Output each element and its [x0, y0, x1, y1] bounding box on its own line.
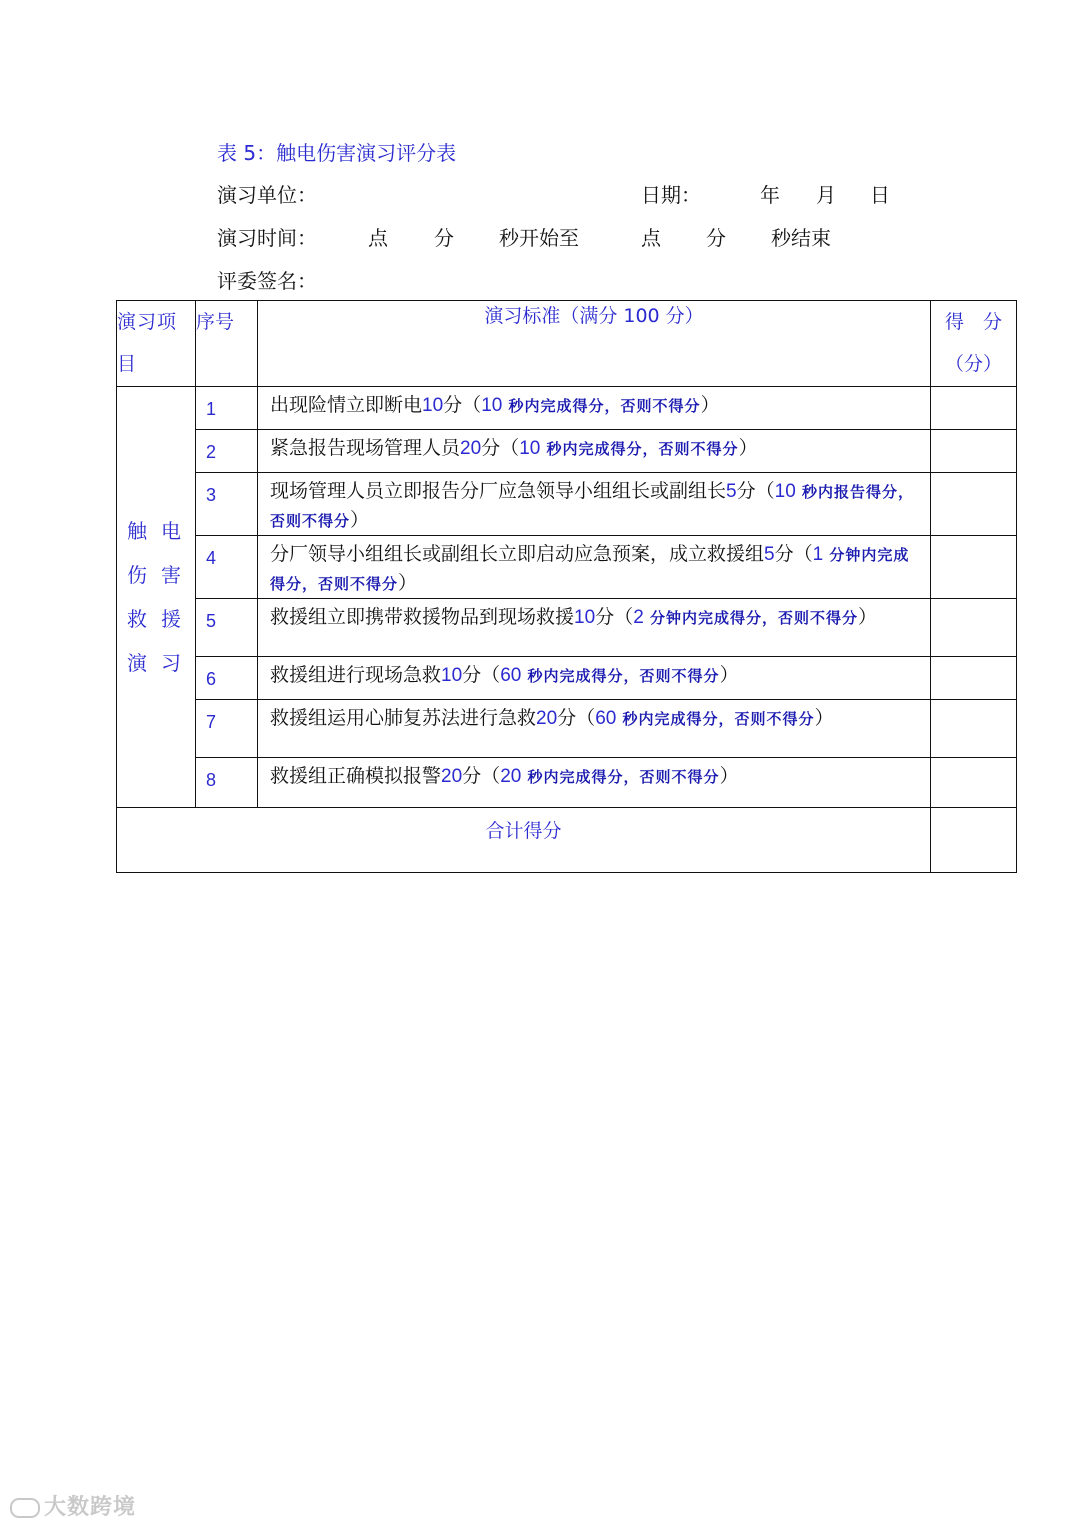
row-text: 救援组进行现场急救 — [270, 664, 442, 686]
time-hour-end: 点 — [641, 226, 661, 250]
note-number: 10 — [774, 481, 796, 502]
time-second-end: 秒结束 — [771, 226, 831, 250]
header-standard: 演习标准（满分 100 分） — [258, 301, 931, 387]
time-second-start: 秒开始至 — [499, 226, 579, 250]
row-text: 救援组立即携带救援物品到现场救援 — [270, 606, 575, 628]
row-note: 秒内完成得分，否则不得分 — [521, 667, 720, 685]
note-number: 60 — [595, 708, 617, 729]
row-standard — [258, 536, 931, 599]
date-label: 日期： — [641, 183, 701, 207]
score-cell[interactable] — [931, 473, 1017, 536]
row-note: 秒内完成得分，否则不得分 — [521, 768, 720, 786]
note-number: 10 — [481, 395, 503, 416]
row-text: 救援组运用心肺复苏法进行急救 — [270, 707, 537, 729]
unit-label: 演习单位： — [217, 183, 317, 207]
row-text: 紧急报告现场管理人员 — [270, 437, 461, 459]
row-standard — [258, 473, 931, 536]
row-standard — [258, 430, 931, 473]
note-number: 2 — [633, 607, 644, 628]
scoring-table — [116, 300, 1017, 873]
row-standard — [258, 657, 931, 700]
score-cell[interactable] — [931, 758, 1017, 808]
row-unit: 分 — [443, 394, 463, 416]
table-row — [117, 430, 1017, 473]
note-open: （ — [481, 765, 501, 787]
row-unit: 分 — [462, 765, 482, 787]
watermark — [10, 1490, 136, 1521]
row-points: 5 — [726, 481, 737, 502]
note-open: （ — [500, 437, 520, 459]
time-minute-end: 分 — [706, 226, 726, 250]
note-open: （ — [793, 543, 813, 565]
row-seq: 7 — [196, 700, 258, 758]
row-unit: 分 — [595, 606, 615, 628]
table-header-row — [117, 301, 1017, 387]
note-open: （ — [481, 664, 501, 686]
note-close: ） — [814, 707, 834, 729]
row-note: 秒内完成得分，否则不得分 — [616, 710, 815, 728]
header-item: 演习项目 — [117, 301, 196, 387]
row-unit: 分 — [736, 480, 756, 502]
note-close: ） — [719, 765, 739, 787]
note-number: 60 — [500, 665, 522, 686]
note-number: 1 — [812, 544, 824, 565]
row-seq: 8 — [196, 758, 258, 808]
total-row — [117, 808, 1017, 873]
note-open: （ — [576, 707, 596, 729]
row-points: 10 — [574, 607, 596, 628]
score-cell[interactable] — [931, 536, 1017, 599]
note-close: ） — [700, 394, 720, 416]
row-note: 分钟内完成得分，否则不得分 — [270, 546, 910, 593]
table-row — [117, 758, 1017, 808]
row-text: 出现险情立即断电 — [270, 394, 423, 416]
note-close: ） — [858, 606, 878, 628]
row-standard — [258, 599, 931, 657]
row-standard — [258, 700, 931, 758]
note-close: ） — [738, 437, 758, 459]
note-close: ） — [398, 572, 418, 594]
row-note: 秒内报告得分，否则不得分 — [270, 483, 914, 530]
table-row — [117, 657, 1017, 700]
row-text: 救援组正确模拟报警 — [270, 765, 442, 787]
row-unit: 分 — [557, 707, 577, 729]
watermark-text: 大数跨境 — [44, 1495, 137, 1520]
table-title: 表 5：触电伤害演习评分表 — [217, 141, 457, 165]
watermark-logo-icon — [10, 1498, 40, 1518]
header-score: 得 分（分） — [931, 301, 1017, 387]
row-points: 20 — [441, 766, 463, 787]
row-points: 10 — [422, 395, 444, 416]
time-minute-start: 分 — [434, 226, 454, 250]
score-cell[interactable] — [931, 657, 1017, 700]
row-text: 分厂领导小组组长或副组长立即启动应急预案，成立救援组 — [270, 543, 765, 565]
date-day: 日 — [870, 183, 890, 207]
row-unit: 分 — [462, 664, 482, 686]
total-score-cell[interactable] — [931, 808, 1017, 873]
row-text: 现场管理人员立即报告分厂应急领导小组组长或副组长 — [270, 480, 727, 502]
note-open: （ — [614, 606, 634, 628]
score-cell[interactable] — [931, 430, 1017, 473]
row-points: 10 — [441, 665, 463, 686]
time-hour-start: 点 — [368, 226, 388, 250]
row-note: 分钟内完成得分，否则不得分 — [643, 609, 858, 627]
note-number: 20 — [500, 766, 522, 787]
drill-item-name: 触电伤害救援演习 — [117, 387, 196, 808]
score-cell[interactable] — [931, 599, 1017, 657]
row-unit: 分 — [481, 437, 501, 459]
row-seq: 1 — [196, 387, 258, 430]
score-cell[interactable] — [931, 387, 1017, 430]
row-note: 秒内完成得分，否则不得分 — [540, 440, 739, 458]
row-standard — [258, 387, 931, 430]
row-note: 秒内完成得分，否则不得分 — [502, 397, 701, 415]
row-points: 20 — [460, 438, 482, 459]
row-seq: 2 — [196, 430, 258, 473]
total-label: 合计得分 — [117, 808, 931, 873]
table-row — [117, 536, 1017, 599]
row-unit: 分 — [774, 543, 794, 565]
note-open: （ — [755, 480, 775, 502]
row-seq: 5 — [196, 599, 258, 657]
time-label: 演习时间： — [217, 226, 317, 250]
row-points: 5 — [764, 544, 775, 565]
note-close: ） — [719, 664, 739, 686]
note-open: （ — [462, 394, 482, 416]
table-row — [117, 599, 1017, 657]
date-year: 年 — [760, 183, 780, 207]
row-standard — [258, 758, 931, 808]
date-month: 月 — [816, 183, 836, 207]
score-cell[interactable] — [931, 700, 1017, 758]
note-close: ） — [350, 509, 370, 531]
row-seq: 3 — [196, 473, 258, 536]
row-seq: 4 — [196, 536, 258, 599]
row-points: 20 — [536, 708, 558, 729]
judge-signature-label: 评委签名： — [217, 269, 317, 293]
table-row — [117, 387, 1017, 430]
note-number: 10 — [519, 438, 541, 459]
table-row — [117, 700, 1017, 758]
table-row — [117, 473, 1017, 536]
row-seq: 6 — [196, 657, 258, 700]
header-seq: 序号 — [196, 301, 258, 387]
